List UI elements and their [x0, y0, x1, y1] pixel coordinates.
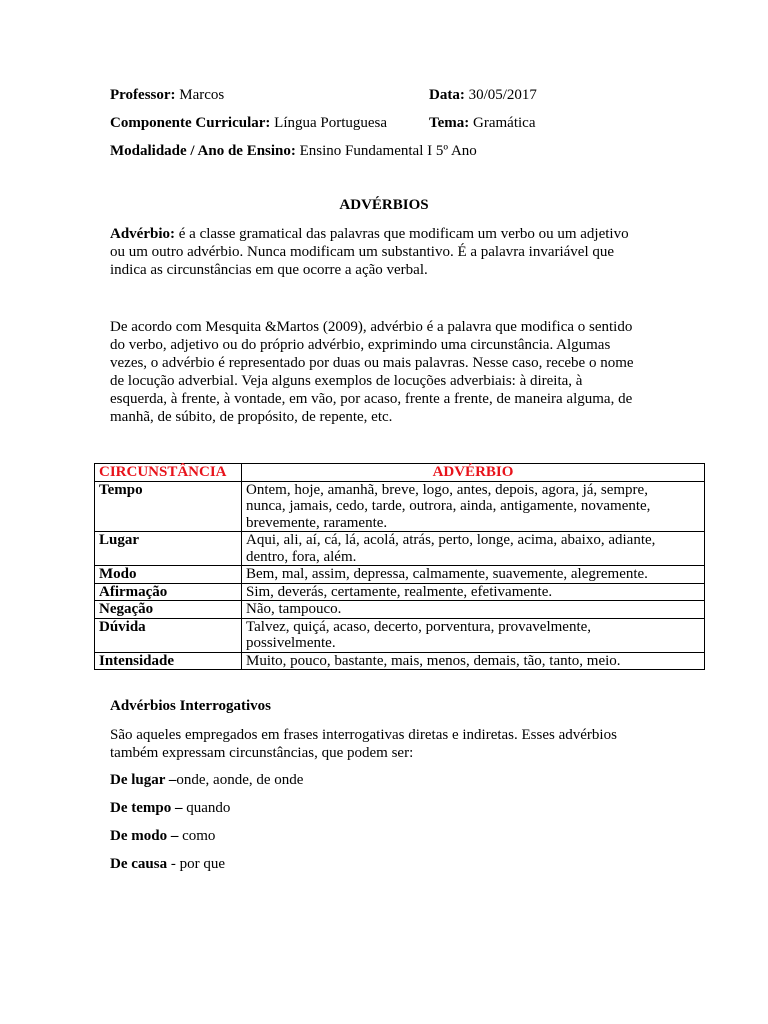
table-row: [95, 652, 705, 670]
date-label: Data:: [429, 87, 465, 103]
row-value: Sim, deverás, certamente, realmente, efetivamente.: [242, 583, 705, 601]
row-value: Não, tampouco.: [242, 601, 705, 619]
row-value: Talvez, quiçá, acaso, decerto, porventura, provavelmente, possivelmente.: [242, 618, 705, 652]
modalidade-label: Modalidade / Ano de Ensino:: [110, 143, 296, 159]
header-circunstancia: CIRCUNSTÂNCIA: [95, 464, 242, 482]
row-key: Modo: [95, 566, 242, 584]
paragraph-line: do verbo, adjetivo ou do próprio advérbio, exprimindo uma circunstância. Algumas: [110, 337, 611, 353]
interrogativo-item: [110, 772, 303, 789]
componente-label: Componente Curricular:: [110, 115, 271, 131]
paragraph-line: manhã, de súbito, de propósito, de repente, etc.: [110, 409, 393, 425]
intro-line: também expressam circunstâncias, que podem ser:: [110, 745, 414, 761]
item-label: De lugar –: [110, 772, 177, 788]
tema-label: Tema:: [429, 115, 470, 131]
paragraph-line: De acordo com Mesquita &Martos (2009), advérbio é a palavra que modifica o sentido: [110, 319, 633, 335]
date-value: 30/05/2017: [468, 87, 537, 103]
row-value: Muito, pouco, bastante, mais, menos, demais, tão, tanto, meio.: [242, 652, 705, 670]
item-value: quando: [182, 800, 231, 816]
professor-label: Professor:: [110, 87, 176, 103]
table-row: [95, 583, 705, 601]
interrogativo-item: [110, 800, 230, 817]
paragraph-line: de locução adverbial. Veja alguns exemplos de locuções adverbiais: à direita, à: [110, 373, 583, 389]
row-key: Dúvida: [95, 618, 242, 652]
row-key: Afirmação: [95, 583, 242, 601]
definition-label: Advérbio:: [110, 226, 175, 242]
row-key: Intensidade: [95, 652, 242, 670]
interrogativo-item: [110, 856, 225, 873]
page-title: ADVÉRBIOS: [339, 197, 429, 213]
row-key: Lugar: [95, 532, 242, 566]
modalidade-line: [110, 143, 477, 160]
definition-line: Advérbio: é a classe gramatical das palavras que modificam um verbo ou um adjetivo: [110, 226, 629, 242]
interrogativo-item: [110, 828, 215, 845]
intro-line: São aqueles empregados em frases interrogativas diretas e indiretas. Esses advérbios: [110, 727, 617, 743]
row-value: Ontem, hoje, amanhã, breve, logo, antes, depois, agora, já, sempre, nunca, jamais, cedo, tarde, outrora, ainda, antigamente, novamente, brevemente, raramente.: [242, 481, 705, 532]
componente-line: [110, 115, 387, 132]
item-label: De tempo –: [110, 800, 183, 816]
row-value: Aqui, ali, aí, cá, lá, acolá, atrás, perto, longe, acima, abaixo, adiante, dentro, fora, além.: [242, 532, 705, 566]
professor-line: [110, 87, 224, 104]
definition-line: indica as circunstâncias em que ocorre a ação verbal.: [110, 262, 428, 278]
row-key: Tempo: [95, 481, 242, 532]
componente-value: Língua Portuguesa: [274, 115, 388, 131]
row-value: Bem, mal, assim, depressa, calmamente, suavemente, alegremente.: [242, 566, 705, 584]
tema-line: [429, 115, 536, 132]
interrogativos-heading: Advérbios Interrogativos: [110, 698, 271, 714]
item-value: - por que: [167, 856, 225, 872]
adverbs-table: [94, 463, 705, 670]
header-adverbio: ADVÉRBIO: [242, 464, 705, 482]
paragraph-line: vezes, o advérbio é representado por duas ou mais palavras. Nesse caso, recebe o nome: [110, 355, 634, 371]
item-label: De modo –: [110, 828, 179, 844]
interrogativos-intro: [110, 726, 655, 762]
item-label: De causa: [110, 856, 168, 872]
table-header-row: [95, 464, 705, 482]
date-line: [429, 87, 537, 104]
paragraph-line: esquerda, à frente, à vontade, em vão, por acaso, frente a frente, de maneira alguma, de: [110, 391, 633, 407]
definition-line: ou um outro advérbio. Nunca modificam um substantivo. É a palavra invariável que: [110, 244, 615, 260]
table-row: [95, 601, 705, 619]
definition-paragraph: [110, 225, 655, 279]
professor-value: Marcos: [179, 87, 225, 103]
row-key: Negação: [95, 601, 242, 619]
table-row: [95, 618, 705, 652]
table-row: [95, 532, 705, 566]
tema-value: Gramática: [473, 115, 536, 131]
mesquita-paragraph: [110, 318, 655, 426]
modalidade-value: Ensino Fundamental I 5º Ano: [299, 143, 477, 159]
item-value: como: [178, 828, 216, 844]
table-row: [95, 481, 705, 532]
item-value: onde, aonde, de onde: [176, 772, 304, 788]
table-row: [95, 566, 705, 584]
